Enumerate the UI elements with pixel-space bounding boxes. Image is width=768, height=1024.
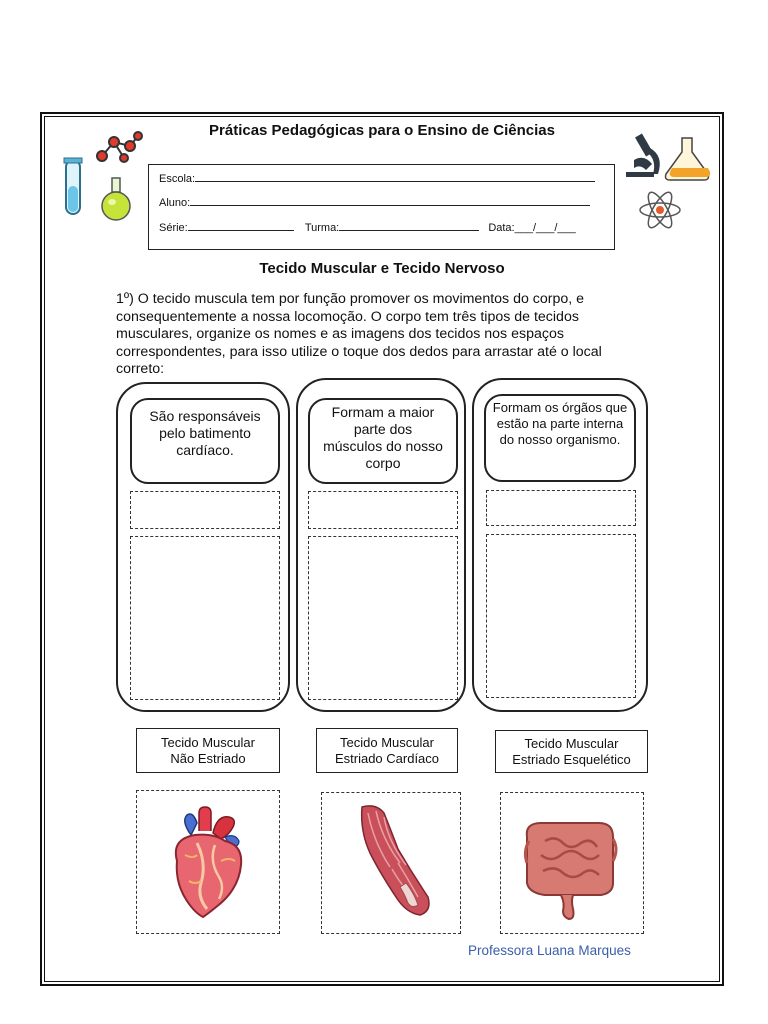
flask-icon xyxy=(102,178,130,220)
atom-icon xyxy=(640,189,680,231)
student-blank-line[interactable] xyxy=(190,195,590,206)
label-text xyxy=(335,735,439,767)
drop-column-3 xyxy=(472,378,648,712)
label-line-1: Tecido Muscular xyxy=(340,734,434,750)
label-line-2: Não Estriado xyxy=(170,750,246,766)
drop-column-2 xyxy=(296,378,466,712)
test-tube-icon xyxy=(64,158,82,214)
student-field[interactable] xyxy=(159,195,590,209)
beaker-flask-icon xyxy=(666,138,711,180)
date-label: Data: xyxy=(488,222,515,234)
label-text xyxy=(512,736,631,768)
student-label: Aluno: xyxy=(159,197,191,209)
grade-blank-line[interactable] xyxy=(188,220,294,231)
column-description-text: Formam a maior parte dos músculos do nosso corpo xyxy=(323,404,443,471)
draggable-label-estriado-esqueletico[interactable] xyxy=(495,730,648,773)
column-description-box xyxy=(308,398,458,484)
class-blank-line[interactable] xyxy=(339,220,479,231)
column-description-text: São responsáveis pelo batimento cardíaco. xyxy=(149,408,261,458)
draggable-label-nao-estriado[interactable] xyxy=(136,728,280,773)
column-description-box xyxy=(130,398,280,484)
label-drop-zone[interactable] xyxy=(308,491,458,529)
grade-label: Série: xyxy=(159,222,188,234)
drop-column-1 xyxy=(116,382,290,712)
label-text xyxy=(161,735,255,767)
image-drop-zone[interactable] xyxy=(130,536,280,700)
question-text: 1º) O tecido muscula tem por função promover os movimentos do corpo, e consequentemente a nossa locomoção. O corpo tem três tipos de tecidos musculares, organize os nomes e as imagens dos tecidos nos espaços correspondentes, para isso utilize o toque dos dedos para arrastar até o local correto: xyxy=(116,291,602,377)
label-line-1: Tecido Muscular xyxy=(161,734,255,750)
label-line-2: Estriado Cardíaco xyxy=(334,750,440,766)
grade-class-date-row xyxy=(159,220,576,234)
school-label: Escola: xyxy=(159,173,196,185)
label-drop-zone[interactable] xyxy=(130,491,280,529)
draggable-label-estriado-cardiaco[interactable] xyxy=(316,728,458,773)
heart-icon xyxy=(137,791,278,932)
molecule-icon xyxy=(97,132,142,162)
label-line-2: Estriado Esquelético xyxy=(512,751,631,767)
skeletal-muscle-arm-icon xyxy=(322,793,459,932)
label-drop-zone[interactable] xyxy=(486,490,636,526)
draggable-image-heart[interactable] xyxy=(136,790,280,934)
worksheet-header-title: Práticas Pedagógicas para o Ensino de Ciências xyxy=(209,122,555,139)
class-label: Turma: xyxy=(304,222,340,234)
science-lab-icons-right xyxy=(620,128,720,232)
draggable-image-skeletal-muscle[interactable] xyxy=(321,792,461,934)
activity-title: Tecido Muscular e Tecido Nervoso xyxy=(259,260,505,277)
microscope-icon xyxy=(626,133,660,177)
author-credit: Professora Luana Marques xyxy=(468,943,631,958)
science-lab-icons-left xyxy=(60,128,144,224)
school-blank-line[interactable] xyxy=(195,171,595,182)
image-drop-zone[interactable] xyxy=(486,534,636,698)
label-line-1: Tecido Muscular xyxy=(524,735,619,751)
school-field[interactable] xyxy=(159,171,595,185)
date-blank[interactable]: ___/___/___ xyxy=(514,222,576,234)
column-description-box xyxy=(484,394,636,482)
intestine-icon xyxy=(501,793,642,932)
student-identification-box xyxy=(148,164,615,250)
draggable-image-intestine[interactable] xyxy=(500,792,644,934)
image-drop-zone[interactable] xyxy=(308,536,458,700)
column-description-text: Formam os órgãos que estão na parte interna do nosso organismo. xyxy=(492,400,628,447)
